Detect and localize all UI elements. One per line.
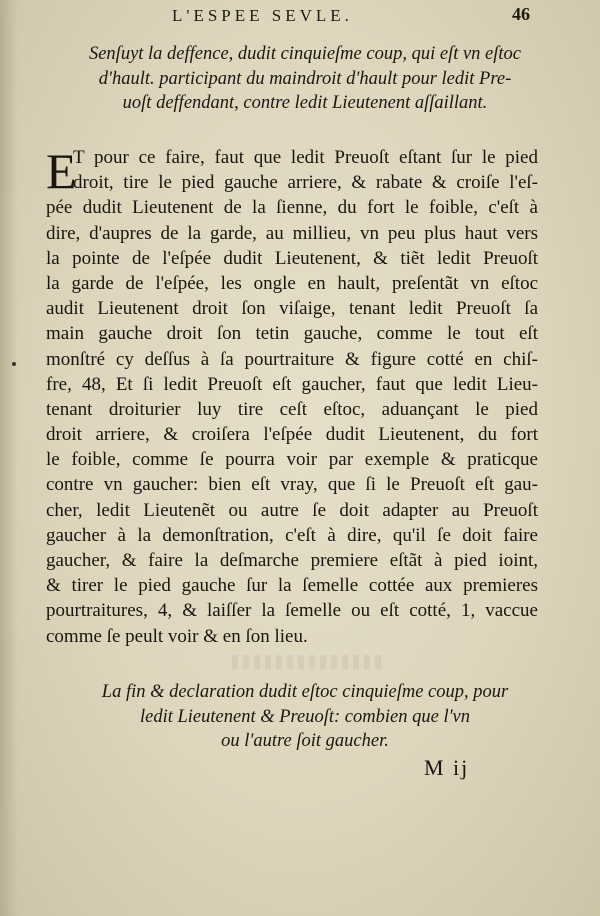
show-through-ink bbox=[232, 655, 382, 669]
text-line: gaucher à la demonſtration, c'eſt à dire, qu'il ſe doit faire bbox=[46, 524, 538, 546]
text-line: droit, tire le pied gauche arriere, & rabate & croiſe l'eſ- bbox=[73, 172, 538, 194]
text-line: cher, ledit Lieutenẽt ou autre ſe doit adapter au Preuoſt bbox=[46, 499, 538, 521]
text-line: T pour ce faire, faut que ledit Preuoſt eſtant ſur le pied bbox=[73, 147, 538, 168]
rubric-line: La fin & declaration dudit eſtoc cinquieſme coup, pour bbox=[101, 682, 509, 702]
section-heading bbox=[70, 42, 540, 116]
rubric-line: ou l'autre ſoit gaucher. bbox=[221, 731, 389, 751]
text-line: audit Lieutenent droit ſon viſaige, tenant ledit Preuoſt ſa bbox=[46, 298, 538, 320]
text-line: comme ſe peult voir & en ſon lieu. bbox=[46, 625, 308, 647]
margin-mark bbox=[12, 362, 16, 366]
text-line: main gauche droit ſon tetin gauche, comme le tout eſt bbox=[46, 323, 538, 345]
text-line: le foible, comme ſe pourra voir par exemple & praticque bbox=[46, 449, 538, 471]
text-line: contre vn gaucher: bien eſt vray, que ſi le Preuoſt eſt gau- bbox=[46, 474, 538, 496]
text-line: & tirer le pied gauche ſur la ſemelle cottée aux premieres bbox=[46, 575, 538, 597]
page-number: 46 bbox=[512, 4, 530, 24]
text-line: la pointe de l'eſpée dudit Lieutenent, & tiẽt ledit Preuoſt bbox=[46, 247, 538, 269]
drop-capital: E bbox=[46, 143, 77, 199]
heading-line: Senſuyt la deffence, dudit cinquieſme coup, qui eſt vn eſtoc bbox=[88, 44, 522, 64]
text-line: gaucher, & faire la deſmarche premiere eſtãt à pied ioint, bbox=[46, 550, 538, 571]
running-head-title: L'ESPEE SEVLE. bbox=[172, 6, 353, 25]
text-line: fre, 48, Et ſi ledit Preuoſt eſt gaucher, faut que ledit Lieu- bbox=[46, 373, 538, 395]
closing-rubric bbox=[70, 680, 540, 754]
running-head bbox=[0, 4, 600, 28]
signature-mark: M ij bbox=[424, 755, 470, 780]
heading-line: d'hault. participant du maindroit d'hault pour ledit Pre- bbox=[98, 68, 512, 89]
rubric-line: ledit Lieutenent & Preuoſt: combien que l'vn bbox=[139, 706, 471, 727]
body-paragraph bbox=[46, 145, 538, 649]
text-line: tenant droiturier luy tire ceſt eſtoc, aduançant le pied bbox=[46, 398, 538, 420]
text-line: pée dudit Lieutenent de la ſienne, du fort le foible, c'eſt à bbox=[46, 197, 538, 219]
text-line: pourtraitures, 4, & laiſſer la ſemelle ou eſt cotté, 1, vaccue bbox=[46, 600, 538, 622]
heading-line: uoſt deffendant, contre ledit Lieutenent aſſaillant. bbox=[122, 93, 488, 113]
text-line: monſtré cy deſſus à ſa pourtraiture & figure cotté en chiſ- bbox=[46, 348, 538, 370]
text-line: dire, d'aupres de la garde, au millieu, vn peu plus haut vers bbox=[46, 222, 538, 244]
text-line: la garde de l'eſpée, les ongle en hault, preſentãt vn eſtoc bbox=[46, 272, 538, 294]
text-line: droit arriere, & croiſera l'eſpée dudit Lieutenent, du fort bbox=[46, 424, 538, 446]
